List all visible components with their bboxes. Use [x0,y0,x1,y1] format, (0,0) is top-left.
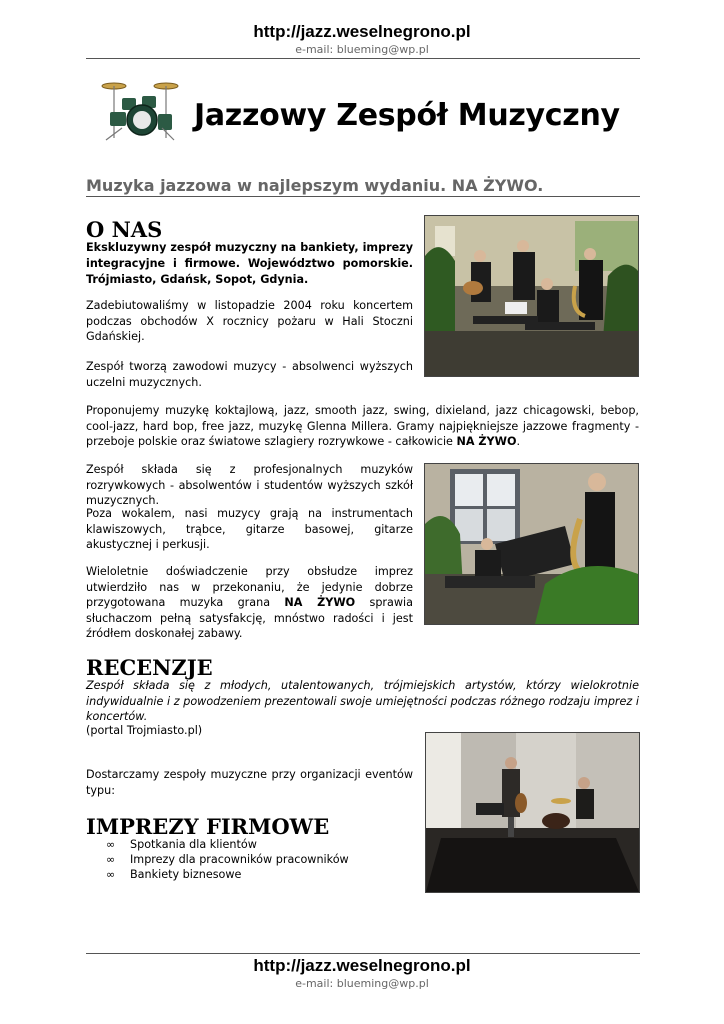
o-nas-paragraph-experience: Wieloletnie doświadczenie przy obsłudze imprez utwierdziło nas w przekonaniu, że jedynie dobrze przygotowana muzyka grana NA ŻYWO sprawia słuchaczom pełną satysfakcję, mnóstwo radości i jest źródłem doskonałej zabawy. [86,565,413,640]
list-item: ∞ Imprezy dla pracowników pracowników [106,853,349,866]
list-item: ∞ Bankiety biznesowe [106,868,242,881]
drum-kit-logo [96,78,184,142]
subtitle-rule [86,196,640,197]
stage-concert-photo [425,732,640,893]
o-nas-intro: Ekskluzywny zespół muzyczny na bankiety, imprezy integracyjne i firmowe. Województwo pomorskie. Trójmiasto, Gdańsk, Sopot, Gdynia. [86,241,413,286]
o-nas-paragraph-debut: Zadebiutowaliśmy w listopadzie 2004 roku koncertem podczas obchodów X rocznicy pożaru w Hali Stoczni Gdańskiej. [86,299,413,343]
o-nas-paragraph-musicians: Zespół tworzą zawodowi muzycy - absolwenci wyższych uczelni muzycznych. [86,360,413,389]
infinity-bullet-icon: ∞ [106,853,116,866]
subtitle: Muzyka jazzowa w najlepszym wydaniu. NA ŻYWO. [86,176,544,195]
page-title: Jazzowy Zespół Muzyczny [194,98,620,133]
o-nas-paragraph-repertoire: Proponujemy muzykę koktajlową, jazz, smooth jazz, swing, dixieland, jazz chicagowski, bebop, cool-jazz, hard bop, free jazz, muzykę Glenna Millera. Gramy najpiękniejsze jazzowe fragmenty - przeboje polskie oraz światowe szlagiery rozrywkowe - całkowicie NA ŻYWO. [86,404,639,448]
header-url[interactable]: http://jazz.weselnegrono.pl [253,22,471,41]
section-heading-imprezy-firmowe: IMPREZY FIRMOWE [86,814,330,839]
header-email[interactable]: e-mail: blueming@wp.pl [295,43,429,56]
section-heading-recenzje: RECENZJE [86,655,213,680]
o-nas-paragraph-members: Zespół składa się z profesjonalnych muzyków rozrywkowych - absolwentów i studentów wyższych szkół muzycznych. [86,463,413,507]
band-photo [424,215,639,377]
saxophonist-photo [424,463,639,625]
list-item: ∞ Spotkania dla klientów [106,838,257,851]
review-quote: Zespół składa się z młodych, utalentowanych, trójmiejskich artystów, którzy wielokrotnie indywidualnie i z powodzeniem prezentowali swoje umiejętności podczas różnego rodzaju imprez i koncertów. [86,679,639,723]
infinity-bullet-icon: ∞ [106,868,116,881]
footer-rule [86,953,640,954]
section-heading-o-nas: O NAS [86,217,163,242]
header-rule [86,58,640,59]
o-nas-paragraph-instruments: Poza wokalem, nasi muzycy grają na instrumentach klawiszowych, trąbce, gitarze basowej, gitarze akustycznej i perkusji. [86,507,413,551]
footer-email[interactable]: e-mail: blueming@wp.pl [295,977,429,990]
events-list [106,837,426,882]
events-intro: Dostarczamy zespoły muzyczne przy organizacji eventów typu: [86,768,413,797]
review-source: (portal Trojmiasto.pl) [86,724,203,737]
footer-url[interactable]: http://jazz.weselnegrono.pl [253,956,471,975]
infinity-bullet-icon: ∞ [106,838,116,851]
